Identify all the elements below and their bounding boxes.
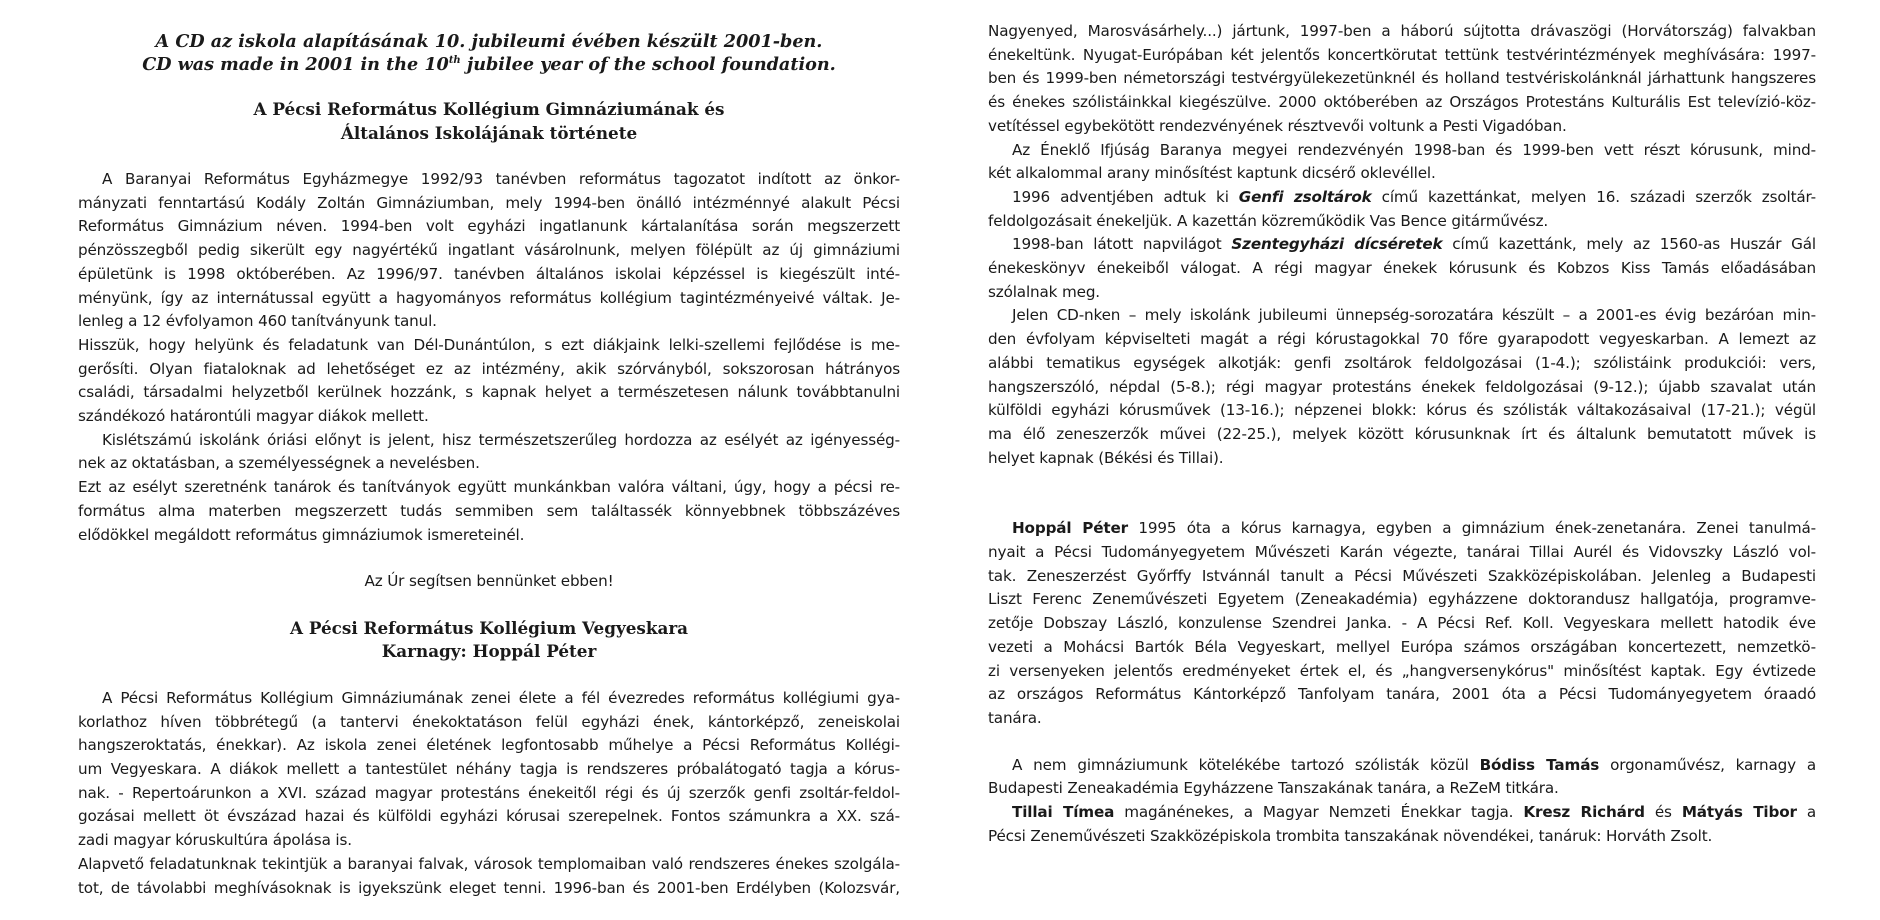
genfi-paragraph: 1996 adventjében adtuk ki Genfi zsoltárok című kazettánkat, melyen 16. századi szerzők zsoltár- feldolgozásait énekeljük. A kazettán közreműködik Vas Bence gitárművész. — [988, 187, 1816, 230]
choir-heading-line-1: A Pécsi Református Kollégium Vegyeskara — [289, 617, 689, 638]
history-heading-line-2: Általános Iskolájának története — [340, 122, 638, 143]
soloist-name: Kresz Richárd — [1523, 803, 1645, 822]
choir-paragraph-2: Alapvető feladatunknak tekintjük a baranyai falvak, városok templomaiban való rendszeres énekes szolgála- tot, de távolabbi meghívásoknak is igyekszünk eleget tenni. 1996-ban és 2001-ben Erdélyben (Kolozsvár, — [78, 854, 900, 897]
soloists-paragraph: A nem gimnáziumunk kötelékébe tartozó szólisták közül Bódiss Tamás orgonaművész, karnagy a Budapesti Zeneakadémia Egyházzene Tanszakának tanára, a ReZeM titkára. Tillai Tímea magánénekes, a Magyar Nemzeti Énekkar tagja. Kresz Richárd és Mátyás Tibor a Pécsi Zeneművészeti Szakközépiskola trombita tanszakának növendékei, tanáruk: Horváth Zsolt. — [988, 755, 1817, 845]
cd-title-hungarian: A CD az iskola alapításának 10. jubileumi évében készült 2001-ben. — [155, 31, 823, 52]
choir-paragraph-2-continued: Nagyenyed, Marosvásárhely...) jártunk, 1997-ben a háború sújtotta drávaszögi (Horvátország) falvakban énekeltünk. Nyugat-Európában két jelentős koncertkörutat tettünk testvérintézmények meghívására: 1997- ben és 1999-ben németországi testvérgyülekezetünknél és holland testvériskolánknál járhattunk hangszeres és énekes szólistáinkkal kiegészülve. 2000 októberében az Országos Protestáns Kulturális Est televízió-köz- vetítéssel egybekötött rendezvényének résztvevői voltunk a Pesti Vigadóban. — [988, 22, 1816, 135]
cd-content-paragraph: Jelen CD-nken – mely iskolánk jubileumi ünnepség-sorozatára készült – a 2001-es évig bezáróan min- den évfolyam képviselteti magát a régi kórustagokkal 70 főre gyarapodott vegyeskarban. A lemezt az alábbi tematikus egységek alkotják: genfi zsoltárok feldolgozásai (1-4.); szólistáink produkciói: vers, hangszerszóló, népdal (5-8.); régi magyar protestáns énekek feldolgozásai (9-12.); újabb szavalat után külföldi egyházi kórusművek (13-16.); népzenei blokk: kórus és szólisták váltakozásaival (17-21.); végül ma élő zeneszerzők művei (22-25.), melyek között kórusunknak írt és általunk bemutatott művek is helyet kapnak (Békési és Tillai). — [988, 306, 1816, 467]
soloist-name: Tillai Tímea — [1012, 803, 1115, 822]
blessing-line: Az Úr segítsen bennünket ebben! — [364, 572, 614, 591]
szentegyhazi-title: Szentegyházi dícséretek — [1231, 235, 1443, 254]
left-column — [78, 30, 900, 900]
conductor-paragraph: Hoppál Péter 1995 óta a kórus karnagya, egyben a gimnázium ének-zenetanára. Zenei tanulmá- nyait a Pécsi Tudományegyetem Művészeti Karán végezte, tanárai Tillai Aurél és Vidovszky László vol- tak. Zeneszerzést Győrffy Istvánnál tanult a Pécsi Művészeti Szakközépiskolában. Jelenleg a Budapesti Liszt Ferenc Zeneművészeti Egyetem (Zeneakadémia) egyházzene doktorandusz hallgatója, programve- zetője Dobszay László, konzulense Szendrei Janka. - A Pécsi Ref. Koll. Vegyeskara mellett hatodik éve vezeti a Mohácsi Bartók Béla Vegyeskart, mellyel Európa számos országában koncertezett, nemzetkö- zi versenyeken jelentős eredményeket értek el, és „hangversenykórus" minősítést kaptak. Egy évtizede az országos Református Kántorképző Tanfolyam tanára, 2001 óta a Pécsi Tudományegyetem óraadó tanára. — [988, 519, 1816, 727]
right-page — [940, 0, 1880, 920]
genfi-title: Genfi zsoltárok — [1238, 187, 1372, 206]
soloist-name: Bódiss Tamás — [1479, 755, 1600, 774]
history-paragraph-4: Ezt az esélyt szeretnénk tanárok és tanítványok együtt munkánkban valóra váltani, úgy, hogy a pécsi re- formátus alma materben megszerzett tudás semmiben sem találtassék könnyebbnek többszázéves elődökkel megáldott református gimnáziumok ismereteinél. — [78, 478, 900, 544]
history-heading-line-1: A Pécsi Református Kollégium Gimnáziumának és — [253, 99, 725, 119]
choir-heading-line-2: Karnagy: Hoppál Péter — [381, 641, 597, 662]
right-column — [988, 20, 1816, 849]
choir-paragraph-1: A Pécsi Református Kollégium Gimnáziumának zenei élete a fél évezredes református kollégiumi gya- korlathoz híven többrétegű (a tantervi énekoktatáson felül egyházi ének, kántorképző, zeneiskolai hangszeroktatás, énekkar). Az iskola zenei életének legfontosabb műhelye a Pécsi Református Kollégi- um Vegyeskara. A diákok mellett a tantestület néhány tagja is rendszeres próbalátogató tagja a kórus- nak. - Repertoárunkon a XVI. század magyar protestáns énekeitől régi és új szerzők genfi zsoltár-feldol- gozásai mellett öt évszázad hazai és külföldi egyházi kórusai szerepelnek. Fontos számunkra a XX. szá- zadi magyar kóruskultúra ápolása is. — [78, 688, 900, 850]
history-paragraph-1: A Baranyai Református Egyházmegye 1992/93 tanévben református tagozatot indított az önkor- mányzati fenntartású Kodály Zoltán Gimnáziumban, mely 1994-ben önálló intézménnyé alakult Pécsi Református Gimnázium néven. 1994-ben volt egyházi ingatlanunk kártalanítása során megszerzett pénzösszegből pedig sikerült egy nagyértékű ingatlant vásárolnunk, melyen fölépült az új gimnáziumi épületünk is 1998 októberében. Az 1996/97. tanévben általános iskolai képzéssel is kiegészült inté- ményünk, így az internátussal együtt a hagyományos református kollégium tagintézményeivé váltak. Je- lenleg a 12 évfolyamon 460 tanítványunk tanul. — [78, 170, 900, 331]
history-paragraph-2: Hisszük, hogy helyünk és feladatunk van Dél-Dunántúlon, s ezt diákjaink lelki-szellemi fejlődése is me- gerősíti. Olyan fiataloknak ad lehetőséget ez az intézmény, akik szórványból, sokszorosan hátrányos családi, társadalmi helyzetből kerülnek hozzánk, s kapnak helyet a természetesen nálunk továbbtanulni szándékozó határontúli magyar diákok mellett. — [78, 335, 900, 426]
soloist-name: Mátyás Tibor — [1681, 803, 1797, 822]
cd-title-english: CD was made in 2001 in the 10th jubilee year of the school foundation. — [142, 54, 836, 75]
conductor-name: Hoppál Péter — [1012, 519, 1128, 538]
szentegyhazi-paragraph: 1998-ban látott napvilágot Szentegyházi dícséretek című kazettánk, mely az 1560-as Huszár Gál énekeskönyv énekeiből válogat. A régi magyar énekek kórusunk és Kobzos Kiss Tamás előadásában szólalnak meg. — [988, 235, 1817, 301]
history-paragraph-3: Kislétszámú iskolánk óriási előnyt is jelent, hisz természetszerűleg hordozza az esélyét az igényesség- nek az oktatásban, a személyességnek a nevelésben. — [78, 430, 900, 473]
baranya-paragraph: Az Éneklő Ifjúság Baranya megyei rendezvényén 1998-ban és 1999-ben vett részt kórusunk, mind- két alkalommal arany minősítést kaptunk dicsérő oklevéllel. — [988, 140, 1816, 183]
